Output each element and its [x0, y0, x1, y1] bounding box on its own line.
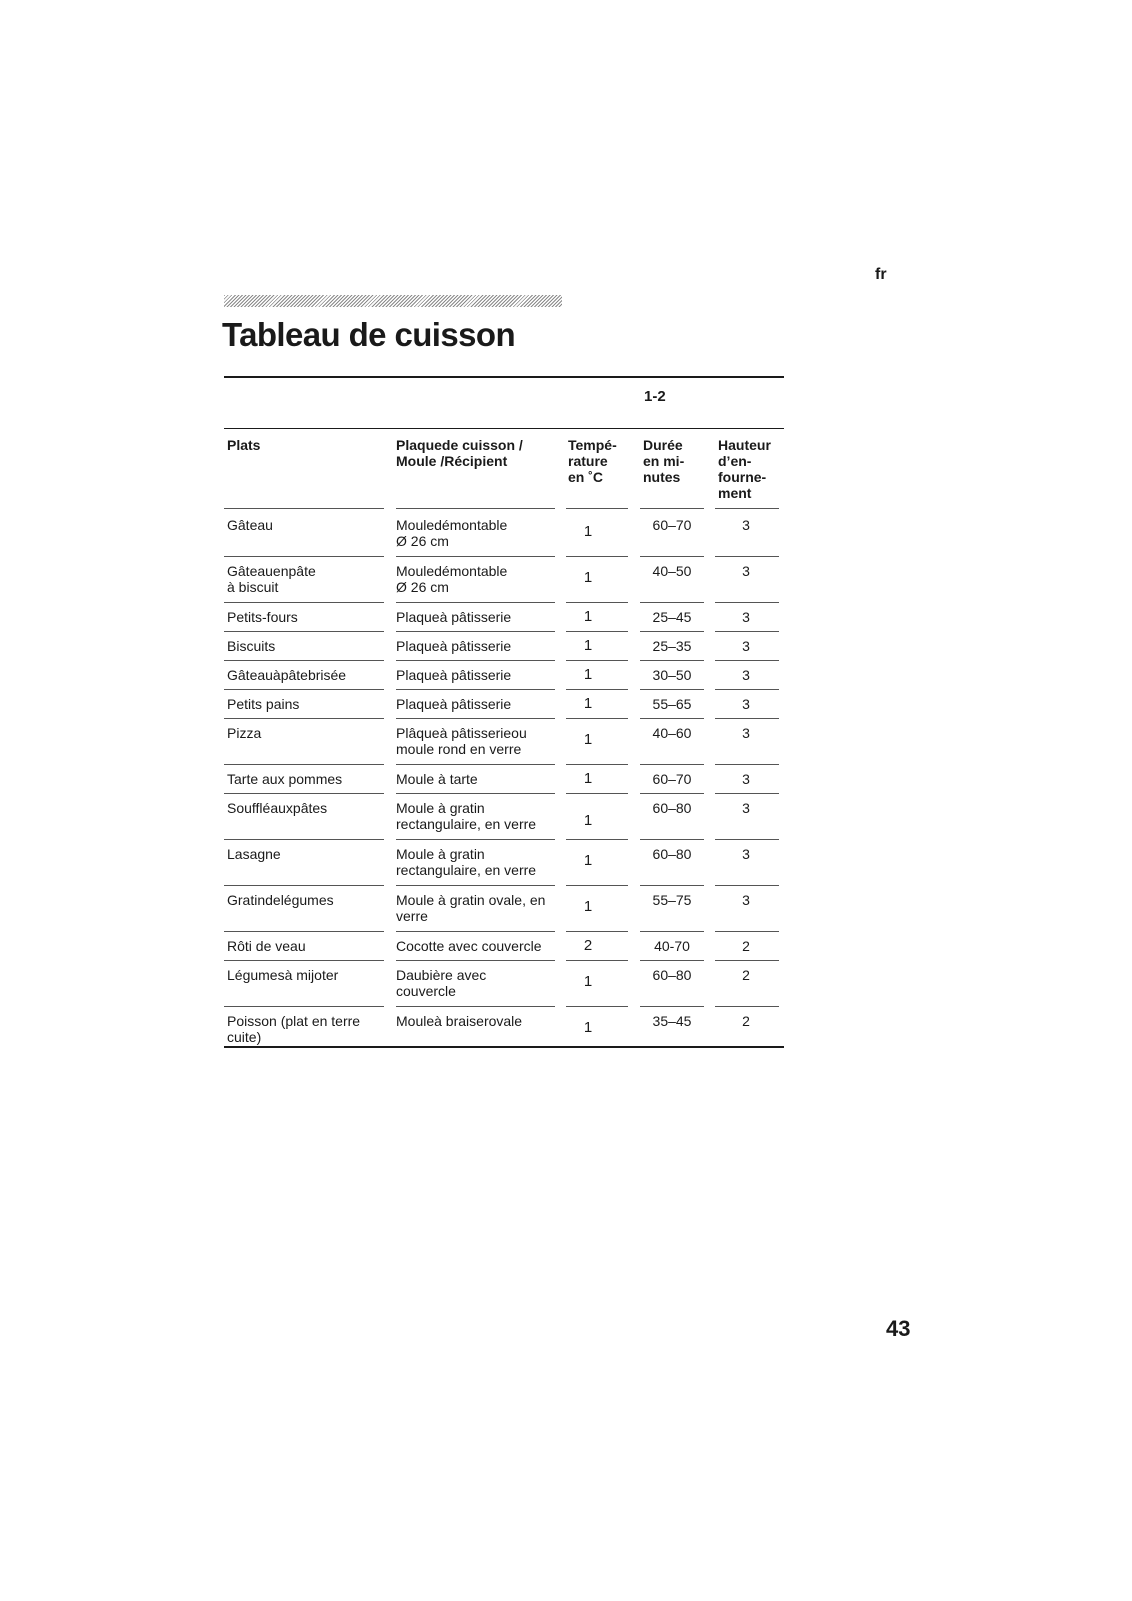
row-separator-hauteur — [715, 960, 779, 961]
cell-line: Gâteau — [227, 517, 273, 533]
table-cell-temp: 1 — [583, 1019, 593, 1036]
table-cell-temp: 1 — [583, 812, 593, 829]
table-cell-temp: 1 — [583, 770, 593, 787]
header-underline-hauteur — [715, 508, 779, 509]
row-separator-plats — [224, 960, 384, 961]
table-cell-hauteur: 3 — [742, 517, 750, 533]
cell-line: couvercle — [396, 983, 456, 999]
page-title: Tableau de cuisson — [222, 316, 515, 353]
table-cell-plaque — [396, 563, 507, 595]
table-cell-plaque — [396, 800, 536, 832]
row-separator-plats — [224, 1006, 384, 1007]
table-cell-plaque — [396, 609, 511, 625]
row-separator-plats — [224, 793, 384, 794]
row-separator-hauteur — [715, 602, 779, 603]
row-separator-hauteur — [715, 764, 779, 765]
table-cell-plats — [227, 800, 327, 816]
table-cell-plats — [227, 563, 316, 595]
table-cell-duree: 60–70 — [652, 517, 692, 533]
row-separator-temp — [566, 764, 628, 765]
table-cell-plats — [227, 517, 273, 533]
row-separator-plaque — [396, 960, 555, 961]
table-bottom-rule — [224, 1046, 784, 1048]
table-cell-hauteur: 3 — [742, 892, 750, 908]
row-separator-duree — [640, 793, 704, 794]
table-cell-hauteur: 3 — [742, 638, 750, 654]
row-separator-duree — [640, 631, 704, 632]
cell-line: Moule à tarte — [396, 771, 478, 787]
header-duree — [643, 437, 684, 485]
row-separator-plaque — [396, 1006, 555, 1007]
table-cell-temp: 1 — [583, 569, 593, 586]
cell-line: rectangulaire, en verre — [396, 816, 537, 832]
row-separator-duree — [640, 931, 704, 932]
row-separator-temp — [566, 631, 628, 632]
row-separator-hauteur — [715, 631, 779, 632]
row-separator-temp — [566, 960, 628, 961]
table-cell-plats — [227, 725, 261, 741]
header-duree-line: en mi- — [643, 453, 685, 469]
header-hauteur-line: Hauteur — [718, 437, 771, 453]
row-separator-duree — [640, 839, 704, 840]
row-separator-plats — [224, 631, 384, 632]
row-separator-duree — [640, 1006, 704, 1007]
cell-line: cuite) — [227, 1029, 262, 1045]
header-rule — [224, 428, 784, 429]
row-separator-plats — [224, 660, 384, 661]
row-separator-hauteur — [715, 718, 779, 719]
table-cell-plaque — [396, 696, 511, 712]
cell-line: Ø 26 cm — [396, 579, 449, 595]
header-plats-line: Plats — [227, 437, 261, 453]
table-cell-plats — [227, 771, 342, 787]
row-separator-plats — [224, 602, 384, 603]
row-separator-plaque — [396, 718, 555, 719]
row-separator-hauteur — [715, 556, 779, 557]
cell-line: Gâteauenpâte — [227, 563, 316, 579]
row-separator-temp — [566, 839, 628, 840]
table-cell-hauteur: 3 — [742, 667, 750, 683]
row-separator-plaque — [396, 631, 555, 632]
table-cell-plaque — [396, 892, 545, 924]
row-separator-duree — [640, 556, 704, 557]
cell-line: Gâteauàpâtebrisée — [227, 667, 347, 683]
table-cell-duree: 40–60 — [652, 725, 692, 741]
row-separator-plats — [224, 839, 384, 840]
row-separator-hauteur — [715, 931, 779, 932]
table-cell-temp: 1 — [583, 608, 593, 625]
header-hauteur-line: fourne- — [718, 469, 767, 485]
row-separator-plats — [224, 764, 384, 765]
table-cell-hauteur: 2 — [742, 967, 750, 983]
header-underline-temp — [566, 508, 628, 509]
header-duree-line: nutes — [643, 469, 681, 485]
cell-line: Petits-fours — [227, 609, 298, 625]
row-separator-hauteur — [715, 885, 779, 886]
cell-line: Daubière avec — [396, 967, 487, 983]
row-separator-hauteur — [715, 660, 779, 661]
cell-line: Lasagne — [227, 846, 281, 862]
row-separator-temp — [566, 689, 628, 690]
cell-line: Moule à gratin — [396, 800, 485, 816]
table-cell-temp: 1 — [583, 973, 593, 990]
table-cell-plats — [227, 609, 298, 625]
table-cell-temp: 1 — [583, 523, 593, 540]
table-cell-duree: 55–75 — [652, 892, 692, 908]
table-cell-hauteur: 2 — [742, 1013, 750, 1029]
header-plats — [227, 437, 260, 453]
table-cell-hauteur: 3 — [742, 800, 750, 816]
row-separator-plaque — [396, 602, 555, 603]
table-cell-duree: 25–35 — [652, 638, 692, 654]
row-separator-plaque — [396, 556, 555, 557]
row-separator-plaque — [396, 764, 555, 765]
header-underline-duree — [640, 508, 704, 509]
row-separator-hauteur — [715, 1006, 779, 1007]
row-separator-temp — [566, 556, 628, 557]
table-cell-duree: 60–70 — [652, 771, 692, 787]
table-cell-hauteur: 3 — [742, 846, 750, 862]
table-cell-temp: 1 — [583, 637, 593, 654]
table-cell-plaque — [396, 638, 511, 654]
row-separator-temp — [566, 602, 628, 603]
row-separator-duree — [640, 960, 704, 961]
row-separator-plats — [224, 931, 384, 932]
table-cell-duree: 60–80 — [652, 967, 692, 983]
cell-line: Cocotte avec couvercle — [396, 938, 542, 954]
column-group-label: 1-2 — [644, 388, 666, 405]
row-separator-temp — [566, 1006, 628, 1007]
row-separator-temp — [566, 660, 628, 661]
cell-line: Plaqueà pâtisserie — [396, 609, 512, 625]
header-temp-line: en ˚C — [568, 469, 603, 485]
row-separator-plaque — [396, 931, 555, 932]
table-cell-temp: 1 — [583, 695, 593, 712]
row-separator-duree — [640, 689, 704, 690]
cell-line: Poisson (plat en terre — [227, 1013, 361, 1029]
cell-line: Plaqueà pâtisserie — [396, 696, 512, 712]
header-temp — [568, 437, 617, 485]
table-cell-hauteur: 3 — [742, 609, 750, 625]
row-separator-duree — [640, 718, 704, 719]
table-cell-hauteur: 3 — [742, 771, 750, 787]
cell-line: Biscuits — [227, 638, 276, 654]
cell-line: moule rond en verre — [396, 741, 522, 757]
header-plaque-line: Plaquede cuisson / — [396, 437, 523, 453]
cell-line: Moule à gratin — [396, 846, 485, 862]
table-cell-plaque — [396, 967, 486, 999]
cell-line: Plâqueà pâtisserieou — [396, 725, 527, 741]
header-temp-line: Tempé- — [568, 437, 617, 453]
cell-line: Plaqueà pâtisserie — [396, 667, 512, 683]
header-plaque-line: Moule /Récipient — [396, 453, 508, 469]
row-separator-plats — [224, 718, 384, 719]
language-label: fr — [875, 266, 887, 283]
table-cell-plaque — [396, 846, 536, 878]
table-cell-plats — [227, 1013, 360, 1045]
table-cell-duree: 35–45 — [652, 1013, 692, 1029]
table-cell-hauteur: 2 — [742, 938, 750, 954]
row-separator-plaque — [396, 660, 555, 661]
header-plaque — [396, 437, 523, 469]
row-separator-plaque — [396, 689, 555, 690]
table-cell-temp: 1 — [583, 666, 593, 683]
row-separator-hauteur — [715, 689, 779, 690]
row-separator-temp — [566, 885, 628, 886]
table-cell-plats — [227, 696, 299, 712]
row-separator-plaque — [396, 793, 555, 794]
table-cell-temp: 1 — [583, 898, 593, 915]
row-separator-plaque — [396, 839, 555, 840]
row-separator-temp — [566, 793, 628, 794]
row-separator-plats — [224, 556, 384, 557]
cell-line: Ø 26 cm — [396, 533, 449, 549]
row-separator-plats — [224, 689, 384, 690]
cell-line: Gratindelégumes — [227, 892, 334, 908]
header-hauteur-line: ment — [718, 485, 752, 501]
row-separator-hauteur — [715, 793, 779, 794]
cell-line: à biscuit — [227, 579, 279, 595]
header-temp-line: rature — [568, 453, 608, 469]
cell-line: rectangulaire, en verre — [396, 862, 537, 878]
table-cell-plaque — [396, 667, 511, 683]
table-cell-temp: 1 — [583, 731, 593, 748]
header-hauteur-line: d’en- — [718, 453, 752, 469]
page-number: 43 — [886, 1316, 911, 1341]
table-cell-plats — [227, 892, 334, 908]
row-separator-plaque — [396, 885, 555, 886]
table-cell-temp: 1 — [583, 852, 593, 869]
cell-line: Mouledémontable — [396, 563, 508, 579]
decorative-hatch-bar — [224, 295, 562, 307]
table-cell-plaque — [396, 771, 478, 787]
cell-line: Plaqueà pâtisserie — [396, 638, 512, 654]
cell-line: verre — [396, 908, 428, 924]
row-separator-duree — [640, 660, 704, 661]
header-underline-plats — [224, 508, 384, 509]
table-cell-plats — [227, 938, 306, 954]
cell-line: Légumesà mijoter — [227, 967, 339, 983]
table-cell-plats — [227, 846, 281, 862]
table-cell-hauteur: 3 — [742, 563, 750, 579]
table-cell-plaque — [396, 1013, 522, 1029]
table-cell-duree: 55–65 — [652, 696, 692, 712]
table-cell-hauteur: 3 — [742, 725, 750, 741]
table-cell-duree: 40–50 — [652, 563, 692, 579]
row-separator-plats — [224, 885, 384, 886]
table-cell-duree: 30–50 — [652, 667, 692, 683]
row-separator-temp — [566, 718, 628, 719]
table-cell-duree: 60–80 — [652, 846, 692, 862]
row-separator-duree — [640, 885, 704, 886]
table-top-rule — [224, 376, 784, 378]
cell-line: Tarte aux pommes — [227, 771, 343, 787]
table-cell-plaque — [396, 938, 542, 954]
cell-line: Souffléauxpâtes — [227, 800, 328, 816]
table-cell-duree: 25–45 — [652, 609, 692, 625]
cell-line: Rôti de veau — [227, 938, 306, 954]
row-separator-duree — [640, 764, 704, 765]
cell-line: Moule à gratin ovale, en — [396, 892, 546, 908]
table-cell-plaque — [396, 517, 507, 549]
row-separator-duree — [640, 602, 704, 603]
row-separator-hauteur — [715, 839, 779, 840]
table-cell-plats — [227, 967, 338, 983]
table-cell-plats — [227, 667, 346, 683]
table-cell-duree: 60–80 — [652, 800, 692, 816]
cell-line: Petits pains — [227, 696, 300, 712]
table-cell-hauteur: 3 — [742, 696, 750, 712]
row-separator-temp — [566, 931, 628, 932]
table-cell-temp: 2 — [583, 937, 593, 954]
cell-line: Pizza — [227, 725, 262, 741]
table-cell-duree: 40-70 — [654, 938, 690, 954]
header-underline-plaque — [396, 508, 555, 509]
table-cell-plaque — [396, 725, 527, 757]
cell-line: Mouledémontable — [396, 517, 508, 533]
header-hauteur — [718, 437, 771, 501]
header-duree-line: Durée — [643, 437, 683, 453]
table-cell-plats — [227, 638, 275, 654]
cell-line: Mouleà braiserovale — [396, 1013, 523, 1029]
